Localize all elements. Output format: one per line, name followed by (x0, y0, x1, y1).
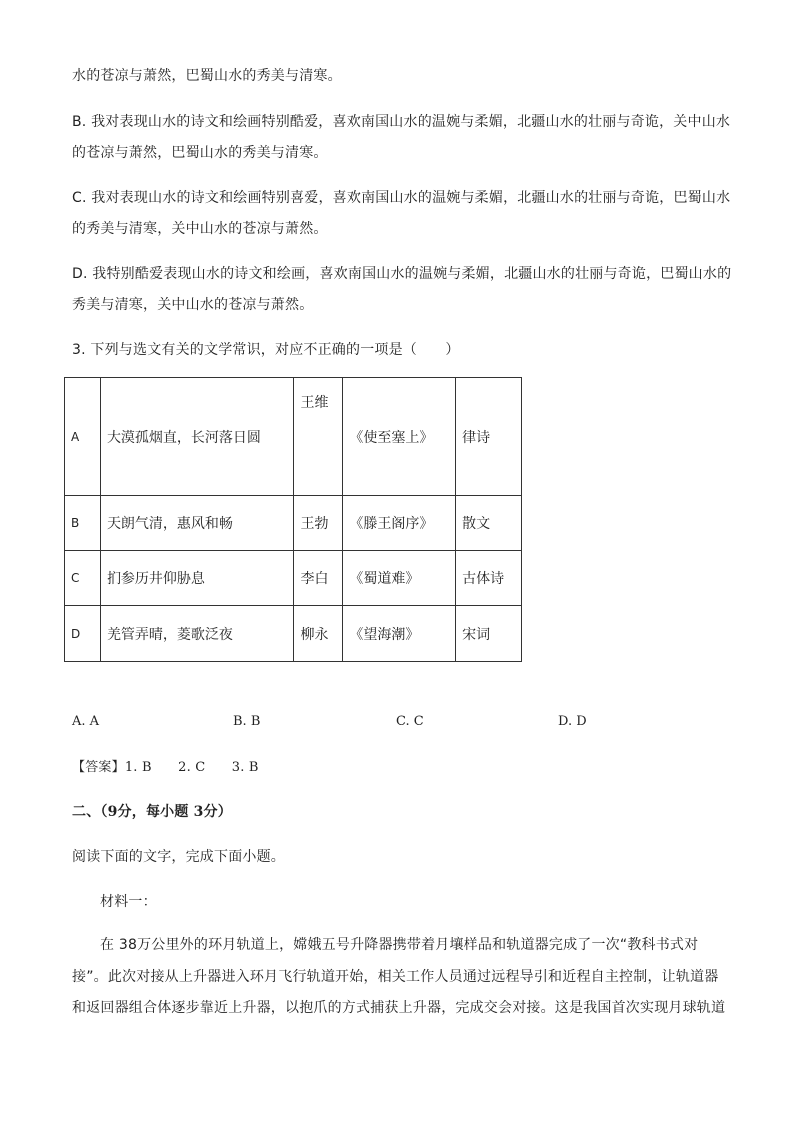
row-quote: 羌管弄晴，菱歌泛夜 (100, 606, 294, 662)
option-d-line2: 秀美与清寒，关中山水的苍凉与萧然。 (72, 297, 314, 313)
row-genre: 律诗 (456, 378, 522, 496)
row-genre: 宋词 (456, 606, 522, 662)
paragraph-line-3: 和返回器组合体逐步靠近上升器，以抱爪的方式捕获上升器，完成交会对接。这是我国首次实现月球轨道 (72, 1000, 726, 1016)
row-author: 柳永 (294, 606, 343, 662)
row-letter: C (65, 551, 101, 606)
row-letter: D (65, 606, 101, 662)
option-c-line1: C. 我对表现山水的诗文和绘画特别喜爱，喜欢南国山水的温婉与柔媚，北疆山水的壮丽与奇诡，巴蜀山水 (72, 190, 731, 206)
option-c-line2: 的秀美与清寒，关中山水的苍凉与萧然。 (72, 221, 328, 237)
row-author: 王勃 (294, 496, 343, 551)
option-b-line2: 的苍凉与萧然，巴蜀山水的秀美与清寒。 (72, 145, 328, 161)
option-a-tail: 水的苍凉与萧然，巴蜀山水的秀美与清寒。 (72, 68, 342, 84)
question-3-stem: 3. 下列与选文有关的文学常识，对应不正确的一项是（ ） (72, 342, 460, 358)
choice-b: B. B (233, 714, 261, 729)
material-label: 材料一： (100, 894, 157, 910)
choice-c: C. C (396, 714, 424, 729)
paragraph-line-1: 在 38万公里外的环月轨道上，嫦娥五号升降器携带着月壤样品和轨道器完成了一次“教科书式对 (100, 937, 699, 953)
row-letter: B (65, 496, 101, 551)
option-d-line1: D. 我特别酷爱表现山水的诗文和绘画，喜欢南国山水的温婉与柔媚，北疆山水的壮丽与奇诡，巴蜀山水的 (72, 266, 732, 282)
table-row (65, 551, 522, 606)
answer-text: 1. B 2. C 3. B (124, 760, 259, 775)
row-author: 王维 (294, 378, 343, 496)
row-quote: 天朗气清，惠风和畅 (100, 496, 294, 551)
section-heading: 二、（9分，每小题 3分） (72, 804, 232, 820)
literature-table (64, 377, 522, 662)
row-author: 李白 (294, 551, 343, 606)
row-genre: 古体诗 (456, 551, 522, 606)
row-work: 《使至塞上》 (343, 378, 456, 496)
row-quote: 大漠孤烟直，长河落日圆 (100, 378, 294, 496)
row-letter: A (65, 378, 101, 496)
table-row (65, 496, 522, 551)
row-quote: 扪参历井仰胁息 (100, 551, 294, 606)
answer-tag: 【答案】 (72, 760, 125, 775)
choice-a: A. A (72, 714, 100, 729)
table-row (65, 378, 522, 496)
row-genre: 散文 (456, 496, 522, 551)
choice-d: D. D (558, 714, 587, 729)
section-instruction: 阅读下面的文字，完成下面小题。 (72, 849, 285, 865)
table-row (65, 606, 522, 662)
option-b-line1: B. 我对表现山水的诗文和绘画特别酷爱，喜欢南国山水的温婉与柔媚，北疆山水的壮丽与奇诡，关中山水 (72, 114, 731, 130)
row-work: 《望海潮》 (343, 606, 456, 662)
paragraph-line-2: 接”。此次对接从上升器进入环月飞行轨道开始，相关工作人员通过远程导引和近程自主控制，让轨道器 (72, 969, 719, 985)
row-work: 《蜀道难》 (343, 551, 456, 606)
row-work: 《滕王阁序》 (343, 496, 456, 551)
answer-line (72, 758, 259, 778)
